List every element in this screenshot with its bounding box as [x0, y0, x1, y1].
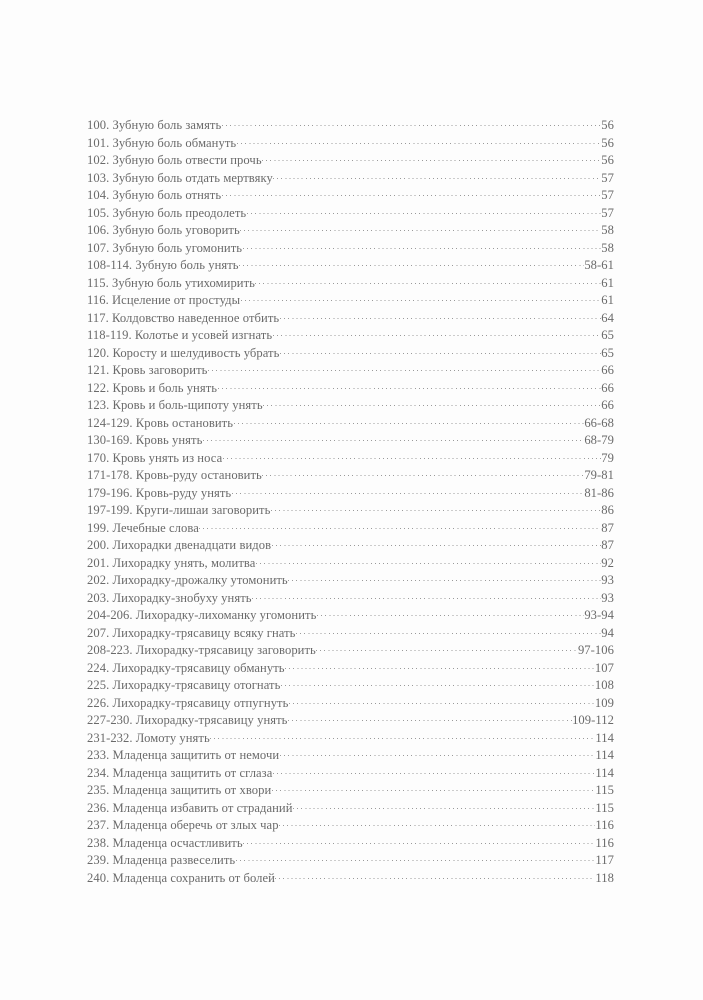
toc-dot-leader: [316, 642, 577, 654]
toc-entry-page-number: 87: [601, 520, 614, 535]
toc-entry[interactable]: [87, 187, 614, 205]
toc-entry[interactable]: [87, 835, 614, 853]
toc-dot-leader: [280, 310, 601, 322]
toc-dot-leader: [243, 240, 601, 252]
toc-entry-page-number: 57: [601, 188, 614, 202]
toc-entry-page-number: 93: [601, 573, 614, 587]
toc-entry-page-number: 87: [601, 538, 614, 552]
toc-entry-title: 240. Младенца сохранить от болей: [87, 870, 275, 885]
toc-dot-leader: [263, 397, 601, 409]
toc-entry[interactable]: [87, 607, 614, 625]
toc-entry-title: 202. Лихорадку-дрожалку утомонить: [87, 573, 288, 587]
toc-dot-leader: [262, 467, 583, 479]
toc-entry-page-number: 94: [601, 625, 614, 640]
toc-entry-title: 123. Кровь и боль-щипоту унять: [87, 398, 263, 412]
toc-dot-leader: [243, 835, 595, 847]
toc-entry[interactable]: [87, 695, 614, 713]
toc-entry-page-number: 57: [601, 205, 614, 220]
toc-entry[interactable]: [87, 852, 614, 870]
toc-entry-title: 120. Коросту и шелудивость убрать: [87, 345, 280, 360]
toc-entry[interactable]: [87, 170, 614, 188]
toc-entry-title: 171-178. Кровь-руду остановить: [87, 468, 262, 482]
toc-entry[interactable]: [87, 152, 614, 170]
toc-entry-page-number: 86: [601, 503, 614, 517]
toc-dot-leader: [252, 590, 601, 602]
toc-dot-leader: [288, 572, 601, 584]
toc-entry-title: 204-206. Лихорадку-лихоманку угомонить: [87, 608, 317, 622]
toc-entry-title: 207. Лихорадку-трясавицу всяку гнать: [87, 625, 296, 640]
toc-entry-page-number: 118: [595, 870, 614, 885]
toc-entry-title: 104. Зубную боль отнять: [87, 188, 222, 202]
toc-entry[interactable]: [87, 135, 614, 153]
toc-entry-page-number: 114: [595, 730, 614, 745]
toc-dot-leader: [293, 800, 595, 812]
toc-entry-page-number: 61: [601, 275, 614, 290]
toc-entry-page-number: 66: [601, 398, 614, 412]
toc-entry-page-number: 97-106: [577, 643, 614, 657]
toc-entry[interactable]: [87, 660, 614, 678]
toc-dot-leader: [210, 730, 595, 742]
toc-entry-page-number: 66: [601, 363, 614, 377]
toc-dot-leader: [203, 432, 584, 444]
toc-entry-page-number: 65: [601, 345, 614, 360]
toc-entry-title: 200. Лихорадки двенадцати видов: [87, 538, 272, 552]
toc-entry-title: 102. Зубную боль отвести прочь: [87, 153, 262, 167]
toc-entry[interactable]: [87, 362, 614, 380]
toc-entry-page-number: 116: [595, 835, 614, 850]
toc-entry[interactable]: [87, 380, 614, 398]
toc-entry-page-number: 108: [594, 678, 614, 692]
toc-entry-title: 124-129. Кровь остановить: [87, 415, 234, 430]
toc-entry-title: 199. Лечебные слова: [87, 520, 199, 535]
toc-entry-title: 208-223. Лихорадку-трясавицу заговорить: [87, 643, 316, 657]
toc-dot-leader: [240, 222, 600, 234]
toc-entry-page-number: 58: [601, 240, 614, 255]
toc-entry-title: 130-169. Кровь унять: [87, 433, 203, 447]
toc-entry[interactable]: [87, 117, 614, 135]
toc-entry[interactable]: [87, 520, 614, 538]
toc-entry-page-number: 115: [595, 800, 614, 815]
toc-entry-page-number: 114: [595, 748, 614, 762]
toc-entry-page-number: 93-94: [584, 608, 614, 622]
toc-entry-title: 224. Лихорадку-трясавицу обмануть: [87, 660, 285, 675]
toc-dot-leader: [281, 677, 595, 689]
toc-entry-title: 122. Кровь и боль унять: [87, 380, 218, 395]
toc-entry[interactable]: [87, 642, 614, 660]
toc-entry-page-number: 116: [595, 818, 614, 832]
toc-entry-title: 225. Лихорадку-трясавицу отогнать: [87, 678, 281, 692]
toc-dot-leader: [232, 485, 584, 497]
toc-entry-title: 203. Лихорадку-знобуху унять: [87, 590, 252, 605]
toc-entry[interactable]: [87, 625, 614, 643]
toc-entry[interactable]: [87, 537, 614, 555]
toc-entry-title: 226. Лихорадку-трясавицу отпугнуть: [87, 695, 289, 710]
toc-dot-leader: [222, 117, 601, 129]
toc-dot-leader: [222, 187, 601, 199]
toc-entry-page-number: 66: [601, 380, 614, 395]
toc-entry-page-number: 56: [601, 153, 614, 167]
toc-entry[interactable]: [87, 817, 614, 835]
toc-dot-leader: [262, 152, 601, 164]
toc-entry-title: 201. Лихорадку унять, молитва: [87, 555, 256, 570]
toc-entry[interactable]: [87, 782, 614, 800]
toc-entry-page-number: 58-61: [584, 258, 614, 272]
toc-dot-leader: [288, 712, 572, 724]
toc-entry-title: 179-196. Кровь-руду унять: [87, 485, 232, 500]
toc-entry-title: 237. Младенца оберечь от злых чар: [87, 818, 279, 832]
toc-entry-title: 234. Младенца защитить от сглаза: [87, 765, 273, 780]
toc-entry-title: 238. Младенца осчастливить: [87, 835, 243, 850]
toc-entry-page-number: 114: [595, 765, 614, 780]
toc-entry-page-number: 58: [601, 223, 614, 237]
toc-entry[interactable]: [87, 240, 614, 258]
toc-entry-page-number: 79-81: [584, 468, 614, 482]
toc-dot-leader: [236, 852, 595, 864]
toc-entry[interactable]: [87, 397, 614, 415]
toc-entry-page-number: 109-112: [572, 713, 614, 727]
toc-entry-page-number: 92: [601, 555, 614, 570]
toc-entry[interactable]: [87, 502, 614, 520]
toc-dot-leader: [317, 607, 584, 619]
toc-dot-leader: [296, 625, 601, 637]
toc-entry-title: 105. Зубную боль преодолеть: [87, 205, 247, 220]
toc-dot-leader: [241, 292, 601, 304]
toc-dot-leader: [237, 135, 601, 147]
toc-entry[interactable]: [87, 747, 614, 765]
toc-entry-title: 118-119. Колотье и усовей изгнать: [87, 328, 273, 342]
toc-entry-title: 103. Зубную боль отдать мертвяку: [87, 170, 273, 185]
toc-dot-leader: [285, 660, 594, 672]
toc-entry-title: 239. Младенца развеселить: [87, 853, 236, 867]
toc-dot-leader: [255, 275, 600, 287]
toc-entry[interactable]: [87, 677, 614, 695]
toc-dot-leader: [223, 450, 601, 462]
toc-entry-title: 235. Младенца защитить от хвори: [87, 783, 272, 797]
toc-dot-leader: [289, 695, 595, 707]
toc-entry[interactable]: [87, 572, 614, 590]
toc-entry-title: 116. Исцеление от простуды: [87, 293, 241, 307]
toc-dot-leader: [280, 747, 595, 759]
toc-dot-leader: [256, 555, 601, 567]
toc-entry[interactable]: [87, 345, 614, 363]
toc-entry-title: 106. Зубную боль уговорить: [87, 223, 240, 237]
toc-entry[interactable]: [87, 555, 614, 573]
toc-entry-page-number: 61: [601, 293, 614, 307]
toc-entry-page-number: 107: [594, 660, 614, 675]
toc-entry[interactable]: [87, 292, 614, 310]
toc-entry-page-number: 68-79: [584, 433, 614, 447]
toc-entry-page-number: 65: [601, 328, 614, 342]
toc-entry[interactable]: [87, 205, 614, 223]
toc-entry[interactable]: [87, 327, 614, 345]
toc-entry-page-number: 115: [595, 783, 614, 797]
toc-entry-page-number: 56: [601, 118, 614, 132]
toc-dot-leader: [234, 415, 584, 427]
toc-dot-leader: [271, 502, 601, 514]
toc-entry[interactable]: [87, 467, 614, 485]
toc-entry[interactable]: [87, 275, 614, 293]
toc-entry-title: 100. Зубную боль замять: [87, 118, 222, 132]
toc-dot-leader: [273, 327, 601, 339]
toc-dot-leader: [279, 817, 595, 829]
toc-entry[interactable]: [87, 712, 614, 730]
toc-entry-page-number: 66-68: [584, 415, 614, 430]
toc-dot-leader: [247, 205, 601, 217]
toc-entry[interactable]: [87, 870, 614, 888]
toc-entry-title: 108-114. Зубную боль унять: [87, 258, 239, 272]
toc-entry-page-number: 79: [601, 450, 614, 465]
toc-entry[interactable]: [87, 415, 614, 433]
toc-entry[interactable]: [87, 432, 614, 450]
toc-entry-title: 115. Зубную боль утихомирить: [87, 275, 255, 290]
toc-entry-title: 107. Зубную боль угомонить: [87, 240, 243, 255]
toc-entry-page-number: 64: [601, 310, 614, 325]
toc-dot-leader: [239, 257, 584, 269]
toc-entry-page-number: 117: [595, 853, 614, 867]
toc-entry[interactable]: [87, 800, 614, 818]
toc-entry-title: 227-230. Лихорадку-трясавицу унять: [87, 713, 288, 727]
toc-entry[interactable]: [87, 450, 614, 468]
toc-entry[interactable]: [87, 590, 614, 608]
toc-dot-leader: [272, 782, 595, 794]
toc-dot-leader: [273, 170, 600, 182]
toc-entry-title: 117. Колдовство наведенное отбить: [87, 310, 280, 325]
toc-entry[interactable]: [87, 222, 614, 240]
toc-entry[interactable]: [87, 730, 614, 748]
toc-entry-title: 236. Младенца избавить от страданий: [87, 800, 293, 815]
toc-entry-title: 121. Кровь заговорить: [87, 363, 208, 377]
toc-dot-leader: [218, 380, 601, 392]
toc-dot-leader: [199, 520, 600, 532]
toc-dot-leader: [208, 362, 601, 374]
toc-entry[interactable]: [87, 310, 614, 328]
toc-dot-leader: [272, 537, 601, 549]
toc-entry-title: 197-199. Круги-лишаи заговорить: [87, 503, 271, 517]
toc-entry-title: 101. Зубную боль обмануть: [87, 135, 237, 150]
toc-dot-leader: [280, 345, 601, 357]
toc-entry[interactable]: [87, 765, 614, 783]
toc-entry[interactable]: [87, 485, 614, 503]
toc-entry-list: [87, 117, 614, 887]
toc-entry-page-number: 57: [601, 170, 614, 185]
toc-entry-page-number: 93: [601, 590, 614, 605]
toc-entry-page-number: 56: [601, 135, 614, 150]
toc-entry-page-number: 81-86: [584, 485, 614, 500]
toc-entry[interactable]: [87, 257, 614, 275]
toc-entry-title: 231-232. Ломоту унять: [87, 730, 210, 745]
toc-dot-leader: [275, 870, 594, 882]
toc-entry-title: 170. Кровь унять из носа: [87, 450, 223, 465]
toc-entry-title: 233. Младенца защитить от немочи: [87, 748, 280, 762]
toc-dot-leader: [273, 765, 595, 777]
toc-entry-page-number: 109: [594, 695, 614, 710]
